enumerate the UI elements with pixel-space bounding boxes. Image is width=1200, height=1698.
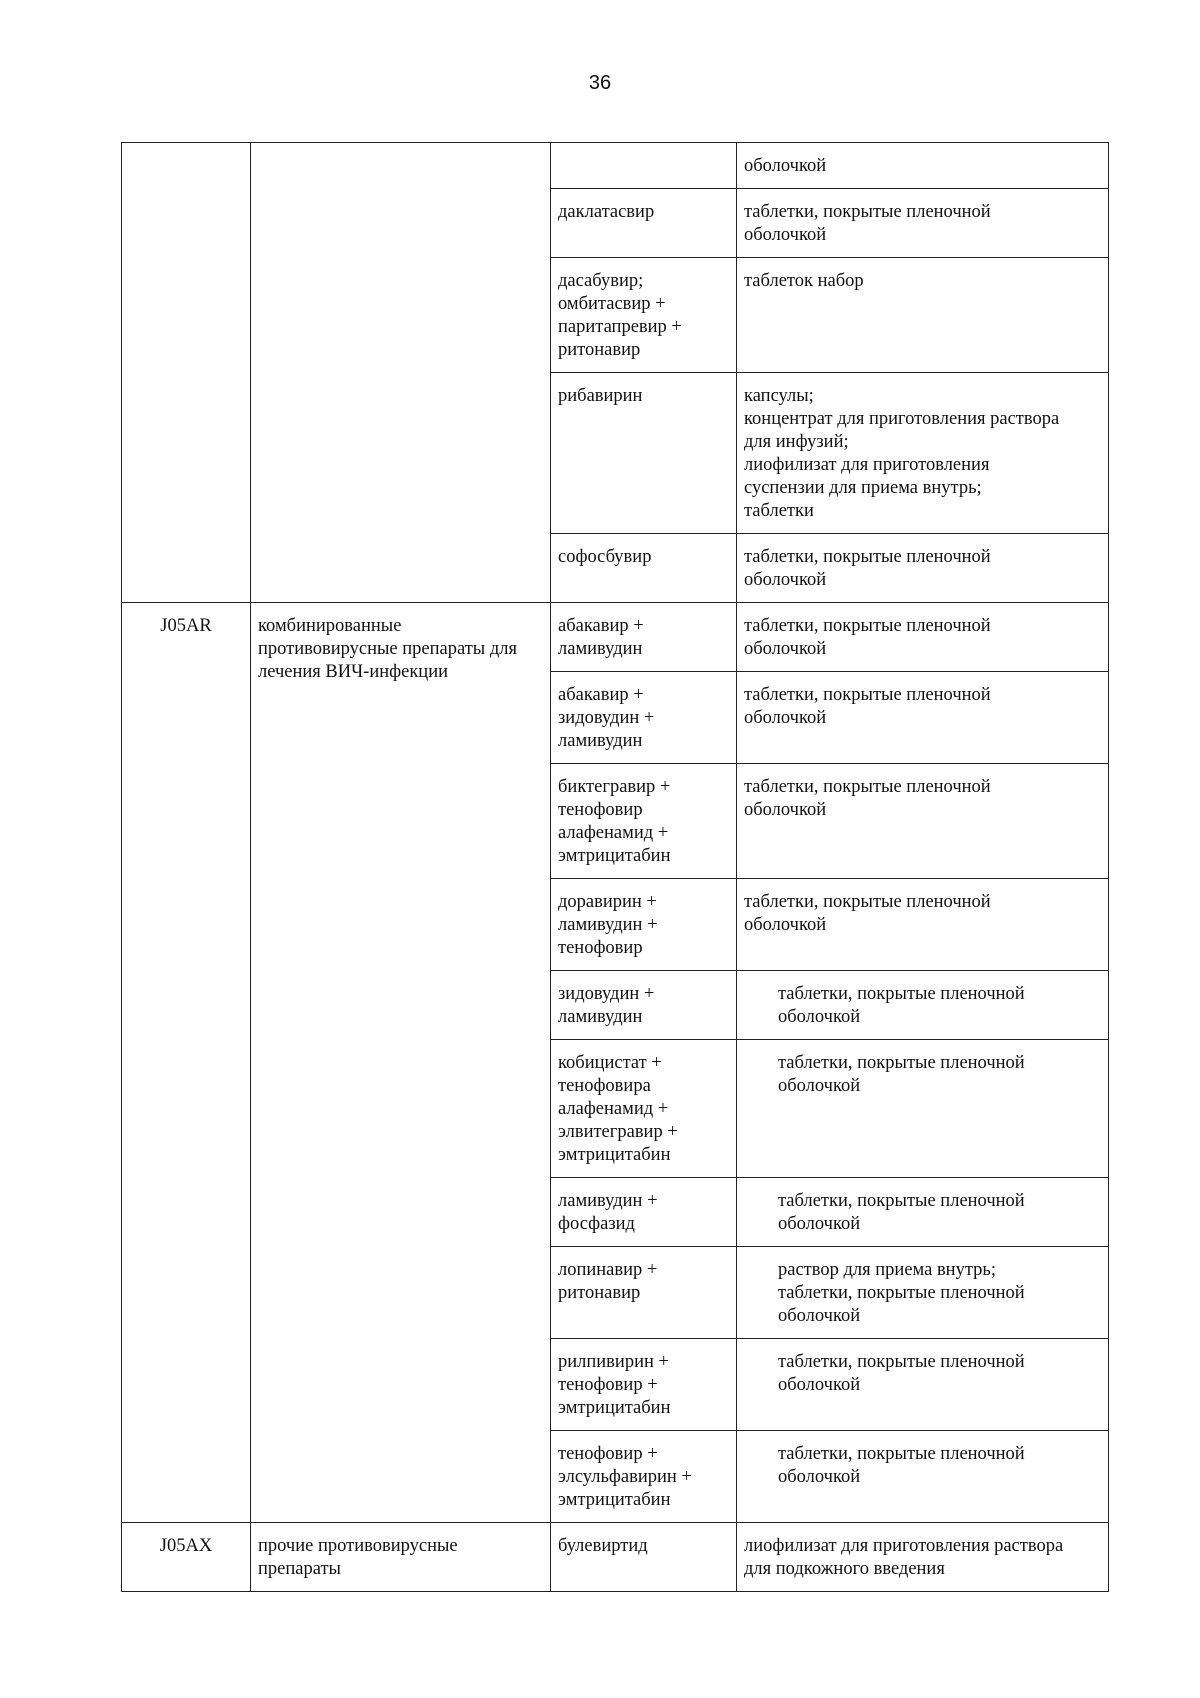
table-row — [122, 143, 1109, 189]
dosage-form-cell: таблетки, покрытые пленочной оболочкой — [737, 1178, 1109, 1247]
dosage-form-cell: оболочкой — [737, 143, 1109, 189]
drug-name-cell: тенофовир + элсульфавирин + эмтрицитабин — [551, 1431, 737, 1523]
dosage-form-cell: таблетки, покрытые пленочной оболочкой — [737, 971, 1109, 1040]
table-row — [122, 1523, 1109, 1592]
drug-name-cell: доравирин + ламивудин + тенофовир — [551, 879, 737, 971]
drug-name-cell: абакавир + зидовудин + ламивудин — [551, 672, 737, 764]
drug-name-cell: рилпивирин + тенофовир + эмтрицитабин — [551, 1339, 737, 1431]
description-cell — [251, 143, 551, 603]
atc-code-cell: J05AX — [122, 1523, 251, 1592]
atc-description-cell: комбинированные противовирусные препараты для лечения ВИЧ-инфекции — [251, 603, 551, 1523]
drug-name-cell: булевиртид — [551, 1523, 737, 1592]
dosage-form-cell: таблетки, покрытые пленочной оболочкой — [737, 1431, 1109, 1523]
drug-name-cell: даклатасвир — [551, 189, 737, 258]
dosage-form-cell: лиофилизат для приготовления раствора для подкожного введения — [737, 1523, 1109, 1592]
dosage-form-cell: таблетки, покрытые пленочной оболочкой — [737, 764, 1109, 879]
drug-name-cell: ламивудин + фосфазид — [551, 1178, 737, 1247]
drug-name-cell — [551, 143, 737, 189]
drug-name-cell: рибавирин — [551, 373, 737, 534]
dosage-form-cell: капсулы; концентрат для приготовления раствора для инфузий; лиофилизат для приготовления суспензии для приема внутрь; таблетки — [737, 373, 1109, 534]
atc-description-cell: прочие противовирусные препараты — [251, 1523, 551, 1592]
dosage-form-cell: таблетки, покрытые пленочной оболочкой — [737, 879, 1109, 971]
drug-name-cell: абакавир + ламивудин — [551, 603, 737, 672]
dosage-form-cell: таблетки, покрытые пленочной оболочкой — [737, 534, 1109, 603]
atc-code-cell: J05AR — [122, 603, 251, 1523]
dosage-form-cell: таблетки, покрытые пленочной оболочкой — [737, 1040, 1109, 1178]
drug-table — [121, 142, 1109, 1592]
code-cell — [122, 143, 251, 603]
dosage-form-cell: таблеток набор — [737, 258, 1109, 373]
drug-name-cell: биктегравир + тенофовир алафенамид + эмтрицитабин — [551, 764, 737, 879]
dosage-form-cell: таблетки, покрытые пленочной оболочкой — [737, 672, 1109, 764]
drug-name-cell: софосбувир — [551, 534, 737, 603]
drug-name-cell: кобицистат + тенофовира алафенамид + элвитегравир + эмтрицитабин — [551, 1040, 737, 1178]
dosage-form-cell: таблетки, покрытые пленочной оболочкой — [737, 1339, 1109, 1431]
dosage-form-cell: таблетки, покрытые пленочной оболочкой — [737, 189, 1109, 258]
dosage-form-cell: таблетки, покрытые пленочной оболочкой — [737, 603, 1109, 672]
drug-name-cell: лопинавир + ритонавир — [551, 1247, 737, 1339]
table-row — [122, 603, 1109, 672]
drug-name-cell: зидовудин + ламивудин — [551, 971, 737, 1040]
drug-name-cell: дасабувир; омбитасвир + паритапревир + ритонавир — [551, 258, 737, 373]
dosage-form-cell: раствор для приема внутрь; таблетки, покрытые пленочной оболочкой — [737, 1247, 1109, 1339]
page-number: 36 — [588, 72, 612, 94]
